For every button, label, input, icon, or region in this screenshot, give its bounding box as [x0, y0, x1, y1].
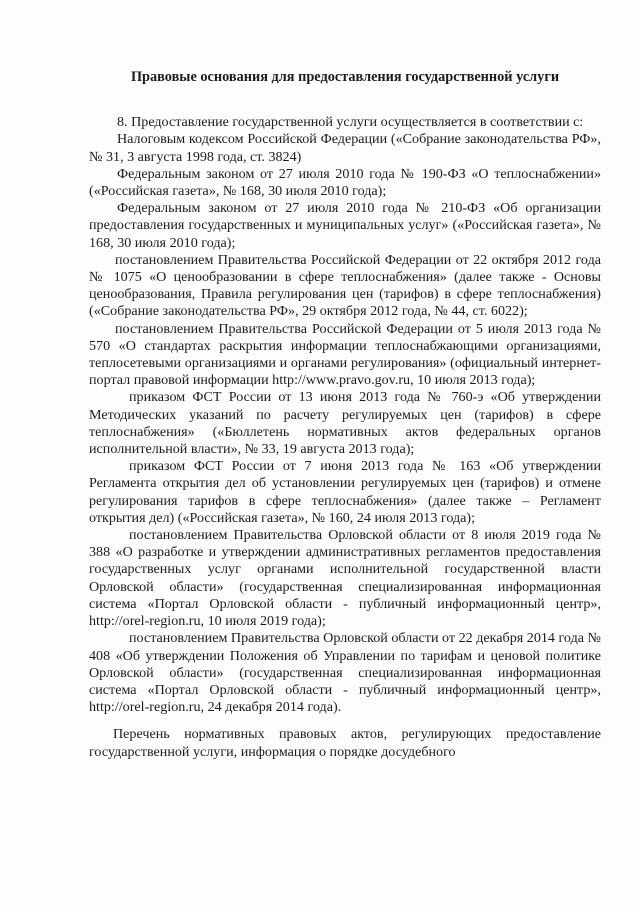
paragraph-order-163: приказом ФСТ России от 7 июня 2013 года № 163 «Об утверждении Регламента открытия дел об установлении регулируемых цен (тарифов) и отмене регулирования тарифов в сфере теплоснабжения» (далее также – Регламент открытия дел) («Российская газета», № 160, 24 июля 2013 года);	[89, 458, 601, 526]
section-title: Правовые основания для предоставления государственной услуги	[130, 69, 560, 85]
paragraph-decree-388: постановлением Правительства Орловской области от 8 июля 2019 года № 388 «О разработке и утверждении административных регламентов предоставления государственных услуг органами исполнительной государственной власти Орловской области» (государственная специализированная информационная система «Портал Орловской области - публичный информационный центр», http://orel-region.ru, 10 июля 2019 года);	[89, 527, 601, 630]
paragraph-list-of-acts: Перечень нормативных правовых актов, регулирующих предоставление государственной услуги, информация о порядке досудебного	[89, 726, 601, 760]
paragraph-intro: 8. Предоставление государственной услуги осуществляется в соответствии с:	[117, 114, 584, 131]
paragraph-law-210fz: Федеральным законом от 27 июля 2010 года № 210-ФЗ «Об организации предоставления государственных и муниципальных услуг» («Российская газета», № 168, 30 июля 2010 года);	[89, 200, 601, 251]
paragraph-law-190fz: Федеральным законом от 27 июля 2010 года № 190-ФЗ «О теплоснабжении» («Российская газета», № 168, 30 июля 2010 года);	[89, 165, 601, 200]
paragraph-decree-1075: постановлением Правительства Российской Федерации от 22 октября 2012 года № 1075 «О ценообразовании в сфере теплоснабжения» (далее также - Основы ценообразования, Правила регулирования цен (тарифов) в сфере теплоснабжения) («Собрание законодательства РФ», 29 октября 2012 года, № 44, ст. 6022);	[89, 251, 601, 320]
paragraph-decree-408: постановлением Правительства Орловской области от 22 декабря 2014 года № 408 «Об утверждении Положения об Управлении по тарифам и ценовой политике Орловской области» (государственная специализированная информационная система «Портал Орловской области - публичный информационный центр», http://orel-region.ru, 24 декабря 2014 года).	[89, 630, 601, 716]
paragraph-decree-570: постановлением Правительства Российской Федерации от 5 июля 2013 года № 570 «О стандартах раскрытия информации теплоснабжающими организациями, теплосетевыми организациями и органами регулирования» (официальный интернет-портал правовой информации http://www.pravo.gov.ru, 10 июля 2013 года);	[89, 320, 601, 389]
document-body	[89, 69, 601, 761]
paragraph-order-760e: приказом ФСТ России от 13 июня 2013 года № 760-э «Об утверждении Методических указаний по расчету регулируемых цен (тарифов) в сфере теплоснабжения» («Бюллетень нормативных актов федеральных органов исполнительной власти», № 33, 19 августа 2013 года);	[89, 389, 601, 458]
paragraph-tax-code: Налоговым кодексом Российской Федерации («Собрание законодательства РФ», № 31, 3 августа 1998 года, ст. 3824)	[89, 131, 601, 165]
